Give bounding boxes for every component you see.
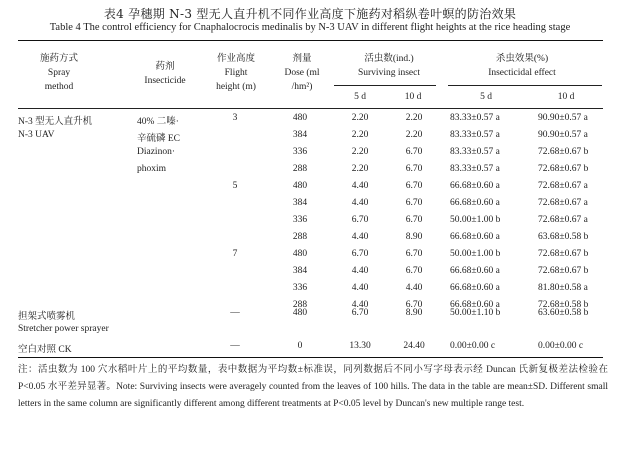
cell-eff-10d: 63.68±0.58 b	[538, 232, 589, 242]
cell-surv-5d: 2.20	[351, 164, 369, 174]
cell-eff-5d: 50.00±1.10 b	[450, 308, 501, 318]
cell-height: 5	[232, 181, 238, 191]
cell-eff-10d: 90.90±0.57 a	[538, 130, 588, 140]
cell-dose: 480	[292, 249, 308, 259]
cell-eff-5d: 50.00±1.00 b	[450, 215, 501, 225]
cell-dose: 480	[292, 308, 308, 318]
cell-surv-10d: 2.20	[405, 130, 423, 140]
insecticide-label-line2: 辛硫磷 EC	[137, 134, 181, 144]
cell-eff-5d: 66.68±0.60 a	[450, 300, 500, 310]
cell-dose: 336	[292, 147, 308, 157]
cell-dose: 336	[292, 283, 308, 293]
cell-eff-5d: 66.68±0.60 a	[450, 181, 500, 191]
cell-dose: 336	[292, 215, 308, 225]
cell-dose: 288	[292, 232, 308, 242]
cell-surv-10d: 8.90	[405, 308, 423, 318]
cell-dose: 288	[292, 300, 308, 310]
cell-dose: 384	[292, 266, 308, 276]
subheader-surv-10d: 10 d	[404, 92, 422, 102]
header-surviving: 活虫数(ind.) Surviving insect	[357, 54, 420, 78]
cell-eff-5d: 83.33±0.57 a	[450, 130, 500, 140]
cell-surv-5d: 4.40	[351, 198, 369, 208]
cell-surv-10d: 6.70	[405, 181, 423, 191]
cell-surv-5d: 4.40	[351, 300, 369, 310]
insecticide-label-line1: 40% 二嗪·	[137, 117, 179, 127]
method-uav-zh: N-3 型无人直升机	[18, 117, 93, 127]
cell-height: 3	[232, 113, 238, 123]
subheader-surv-5d: 5 d	[354, 92, 366, 102]
cell-dose: 384	[292, 130, 308, 140]
cell-eff-5d: 66.68±0.60 a	[450, 283, 500, 293]
cell-dose: 480	[292, 113, 308, 123]
cell-surv-10d: 6.70	[405, 147, 423, 157]
method-sprayer-en: Stretcher power sprayer	[18, 324, 109, 334]
cell-height: —	[230, 308, 240, 318]
method-uav-en: N-3 UAV	[18, 130, 55, 140]
cell-eff-5d: 66.68±0.60 a	[450, 232, 500, 242]
cell-eff-10d: 90.90±0.57 a	[538, 113, 588, 123]
method-ck: 空白对照 CK	[18, 345, 72, 355]
cell-surv-10d: 4.40	[405, 283, 423, 293]
cell-eff-5d: 83.33±0.57 a	[450, 147, 500, 157]
table-title-en: Table 4 The control efficiency for Cnaphalocrocis medinalis by N-3 UAV in different flight heights at the rice heading stage	[49, 22, 571, 33]
bottom-rule	[18, 357, 603, 358]
cell-surv-5d: 4.40	[351, 283, 369, 293]
cell-eff-10d: 72.68±0.67 a	[538, 215, 588, 225]
header-dose: 剂量 Dose (ml /hm²)	[284, 54, 320, 92]
cell-surv-10d: 2.20	[405, 113, 423, 123]
cell-eff-10d: 0.00±0.00 c	[538, 341, 584, 351]
cell-dose: 384	[292, 198, 308, 208]
header-insecticide: 药剂 Insecticide	[144, 62, 186, 86]
cell-eff-10d: 72.68±0.58 b	[538, 300, 589, 310]
cell-height: —	[230, 341, 240, 351]
cell-surv-5d: 6.70	[351, 249, 369, 259]
cell-eff-10d: 72.68±0.67 b	[538, 266, 589, 276]
header-bottom-rule	[18, 108, 603, 109]
cell-surv-5d: 4.40	[351, 266, 369, 276]
top-rule	[18, 40, 603, 41]
cell-surv-10d: 6.70	[405, 198, 423, 208]
cell-eff-10d: 72.68±0.67 a	[538, 198, 588, 208]
subheader-eff-10d: 10 d	[557, 92, 575, 102]
header-effect: 杀虫效果(%) Insecticidal effect	[488, 54, 556, 78]
cell-surv-5d: 2.20	[351, 113, 369, 123]
subheader-rule-effect	[448, 85, 602, 86]
cell-eff-5d: 83.33±0.57 a	[450, 113, 500, 123]
subheader-rule-surviving	[334, 85, 436, 86]
cell-surv-10d: 24.40	[403, 341, 425, 351]
cell-eff-10d: 81.80±0.58 a	[538, 283, 588, 293]
cell-eff-5d: 83.33±0.57 a	[450, 164, 500, 174]
subheader-eff-5d: 5 d	[480, 92, 492, 102]
cell-eff-10d: 72.68±0.67 a	[538, 181, 588, 191]
cell-surv-5d: 2.20	[351, 130, 369, 140]
cell-eff-5d: 50.00±1.00 b	[450, 249, 501, 259]
cell-surv-5d: 6.70	[351, 215, 369, 225]
cell-dose: 288	[292, 164, 308, 174]
cell-surv-10d: 6.70	[405, 164, 423, 174]
cell-surv-5d: 6.70	[351, 308, 369, 318]
table-title-zh: 表4 孕穗期 N-3 型无人直升机不同作业高度下施药对稻纵卷叶螟的防治效果	[103, 7, 517, 21]
cell-eff-10d: 72.68±0.67 b	[538, 164, 589, 174]
cell-height: 7	[232, 249, 238, 259]
cell-surv-10d: 6.70	[405, 300, 423, 310]
cell-eff-10d: 72.68±0.67 b	[538, 147, 589, 157]
cell-eff-10d: 72.68±0.67 b	[538, 249, 589, 259]
cell-surv-10d: 6.70	[405, 249, 423, 259]
cell-dose: 480	[292, 181, 308, 191]
insecticide-label-line3: Diazinon·	[137, 147, 175, 157]
cell-eff-10d: 63.60±0.58 b	[538, 308, 589, 318]
insecticide-label-line4: phoxim	[137, 164, 167, 174]
method-sprayer-zh: 担架式喷雾机	[18, 312, 76, 322]
cell-surv-5d: 4.40	[351, 232, 369, 242]
cell-surv-10d: 6.70	[405, 215, 423, 225]
header-height: 作业高度 Flight height (m)	[216, 54, 256, 92]
table-note: 注：活虫数为 100 穴水稻叶片上的平均数量，表中数据为平均数±标准误，同列数据后不同小写字母表示经 Duncan 氏新复极差法检验在 P<0.05 水平差异显著。Note: Surviving insects were averagely counted from the leaves of 100 hills. The data in the table are mean±SD. Different small letters in the same column are significantly different among different treatments at P<0.05 level by Duncan's new multiple range test.	[18, 365, 608, 409]
cell-dose: 0	[297, 341, 303, 351]
cell-surv-10d: 6.70	[405, 266, 423, 276]
cell-eff-5d: 66.68±0.60 a	[450, 198, 500, 208]
header-method: 施药方式 Spray method	[39, 54, 78, 92]
cell-surv-5d: 13.30	[349, 341, 371, 351]
cell-surv-5d: 4.40	[351, 181, 369, 191]
cell-eff-5d: 66.68±0.60 a	[450, 266, 500, 276]
cell-eff-5d: 0.00±0.00 c	[450, 341, 496, 351]
cell-surv-10d: 8.90	[405, 232, 423, 242]
cell-surv-5d: 2.20	[351, 147, 369, 157]
